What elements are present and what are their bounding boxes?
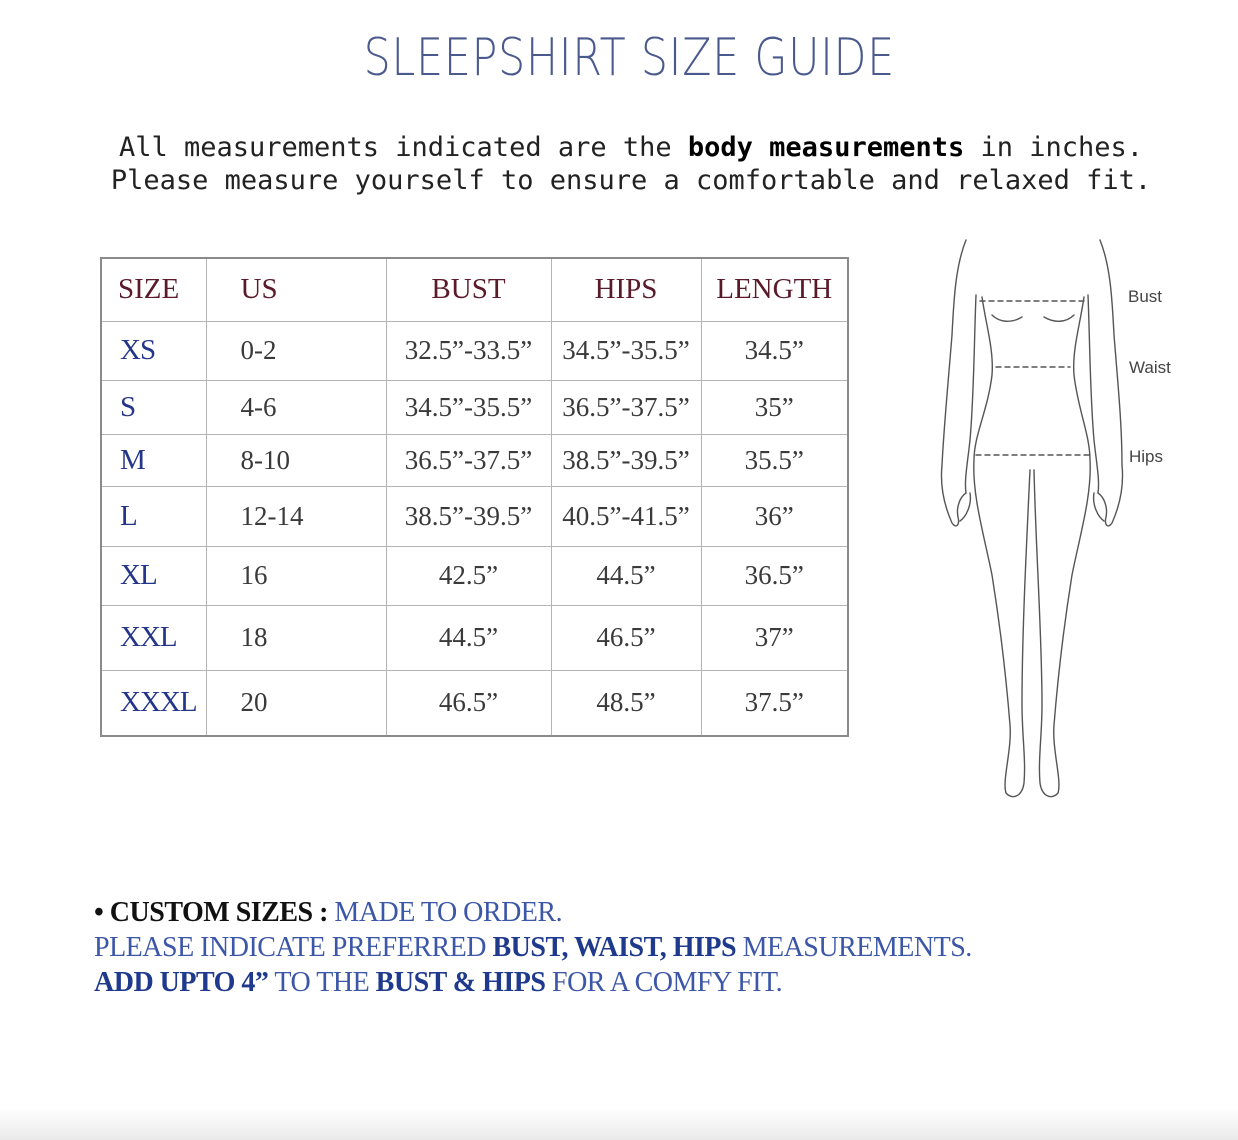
cell-size: M xyxy=(101,434,206,486)
cell-bust: 36.5”-37.5” xyxy=(386,434,551,486)
cell-bust: 34.5”-35.5” xyxy=(386,380,551,434)
cell-hips: 40.5”-41.5” xyxy=(551,486,701,546)
cell-hips: 36.5”-37.5” xyxy=(551,380,701,434)
header-bust: BUST xyxy=(386,258,551,321)
intro-line-1-bold: body measurements xyxy=(687,132,965,163)
body-outline-icon xyxy=(930,235,1200,805)
table-row xyxy=(101,605,848,670)
cell-us: 8-10 xyxy=(206,434,386,486)
made-to-order-text: MADE TO ORDER. xyxy=(334,897,563,928)
cell-hips: 46.5” xyxy=(551,605,701,670)
cell-us: 0-2 xyxy=(206,321,386,380)
intro-line-1-pre: All measurements indicated are the xyxy=(118,132,688,163)
intro-line-1-post: in inches. xyxy=(964,132,1144,163)
cell-length: 35.5” xyxy=(701,434,848,486)
notes-line-3-post: FOR A COMFY FIT. xyxy=(545,967,783,998)
table-row xyxy=(101,380,848,434)
cell-size: XL xyxy=(101,546,206,605)
notes-line-3-bold-1: ADD UPTO 4” xyxy=(94,967,269,998)
cell-length: 35” xyxy=(701,380,848,434)
hips-label: Hips xyxy=(1129,447,1164,466)
table-row xyxy=(101,434,848,486)
cell-bust: 42.5” xyxy=(386,546,551,605)
page-title: SLEEPSHIRT SIZE GUIDE xyxy=(363,28,896,88)
notes-line-1 xyxy=(94,895,1094,930)
header-length: LENGTH xyxy=(701,258,848,321)
table-row xyxy=(101,321,848,380)
cell-us: 20 xyxy=(206,670,386,736)
table-row xyxy=(101,670,848,736)
cell-hips: 48.5” xyxy=(551,670,701,736)
bust-label: Bust xyxy=(1128,287,1163,306)
header-size: SIZE xyxy=(101,258,206,321)
cell-us: 12-14 xyxy=(206,486,386,546)
size-table xyxy=(100,257,849,737)
cell-size: S xyxy=(101,380,206,434)
table-row xyxy=(101,486,848,546)
cell-length: 36.5” xyxy=(701,546,848,605)
cell-size: XXL xyxy=(101,605,206,670)
cell-us: 18 xyxy=(206,605,386,670)
notes-line-2-pre: PLEASE INDICATE PREFERRED xyxy=(94,932,493,963)
cell-bust: 46.5” xyxy=(386,670,551,736)
cell-length: 34.5” xyxy=(701,321,848,380)
body-figure xyxy=(930,235,1200,805)
waist-label: Waist xyxy=(1129,358,1171,377)
cell-size: XXXL xyxy=(101,670,206,736)
header-hips: HIPS xyxy=(551,258,701,321)
cell-us: 16 xyxy=(206,546,386,605)
bottom-shade xyxy=(0,1108,1238,1140)
cell-length: 37” xyxy=(701,605,848,670)
cell-bust: 44.5” xyxy=(386,605,551,670)
notes-line-2-bold: BUST, WAIST, HIPS xyxy=(492,932,737,963)
custom-size-notes xyxy=(94,895,1094,1000)
cell-bust: 38.5”-39.5” xyxy=(386,486,551,546)
cell-size: L xyxy=(101,486,206,546)
custom-sizes-heading: • CUSTOM SIZES : xyxy=(94,897,335,928)
notes-line-2-post: MEASUREMENTS. xyxy=(736,932,972,963)
cell-length: 36” xyxy=(701,486,848,546)
cell-bust: 32.5”-33.5” xyxy=(386,321,551,380)
notes-line-3-mid: TO THE xyxy=(268,967,376,998)
header-us: US xyxy=(206,258,386,321)
cell-hips: 34.5”-35.5” xyxy=(551,321,701,380)
notes-line-3-bold-2: BUST & HIPS xyxy=(375,967,546,998)
table-header-row xyxy=(101,258,848,321)
cell-length: 37.5” xyxy=(701,670,848,736)
cell-hips: 44.5” xyxy=(551,546,701,605)
cell-size: XS xyxy=(101,321,206,380)
intro-line-1 xyxy=(0,132,1238,163)
notes-line-3 xyxy=(94,965,1094,1000)
table-row xyxy=(101,546,848,605)
cell-us: 4-6 xyxy=(206,380,386,434)
notes-line-2 xyxy=(94,930,1094,965)
intro-line-2: Please measure yourself to ensure a comfortable and relaxed fit. xyxy=(110,165,1152,196)
cell-hips: 38.5”-39.5” xyxy=(551,434,701,486)
